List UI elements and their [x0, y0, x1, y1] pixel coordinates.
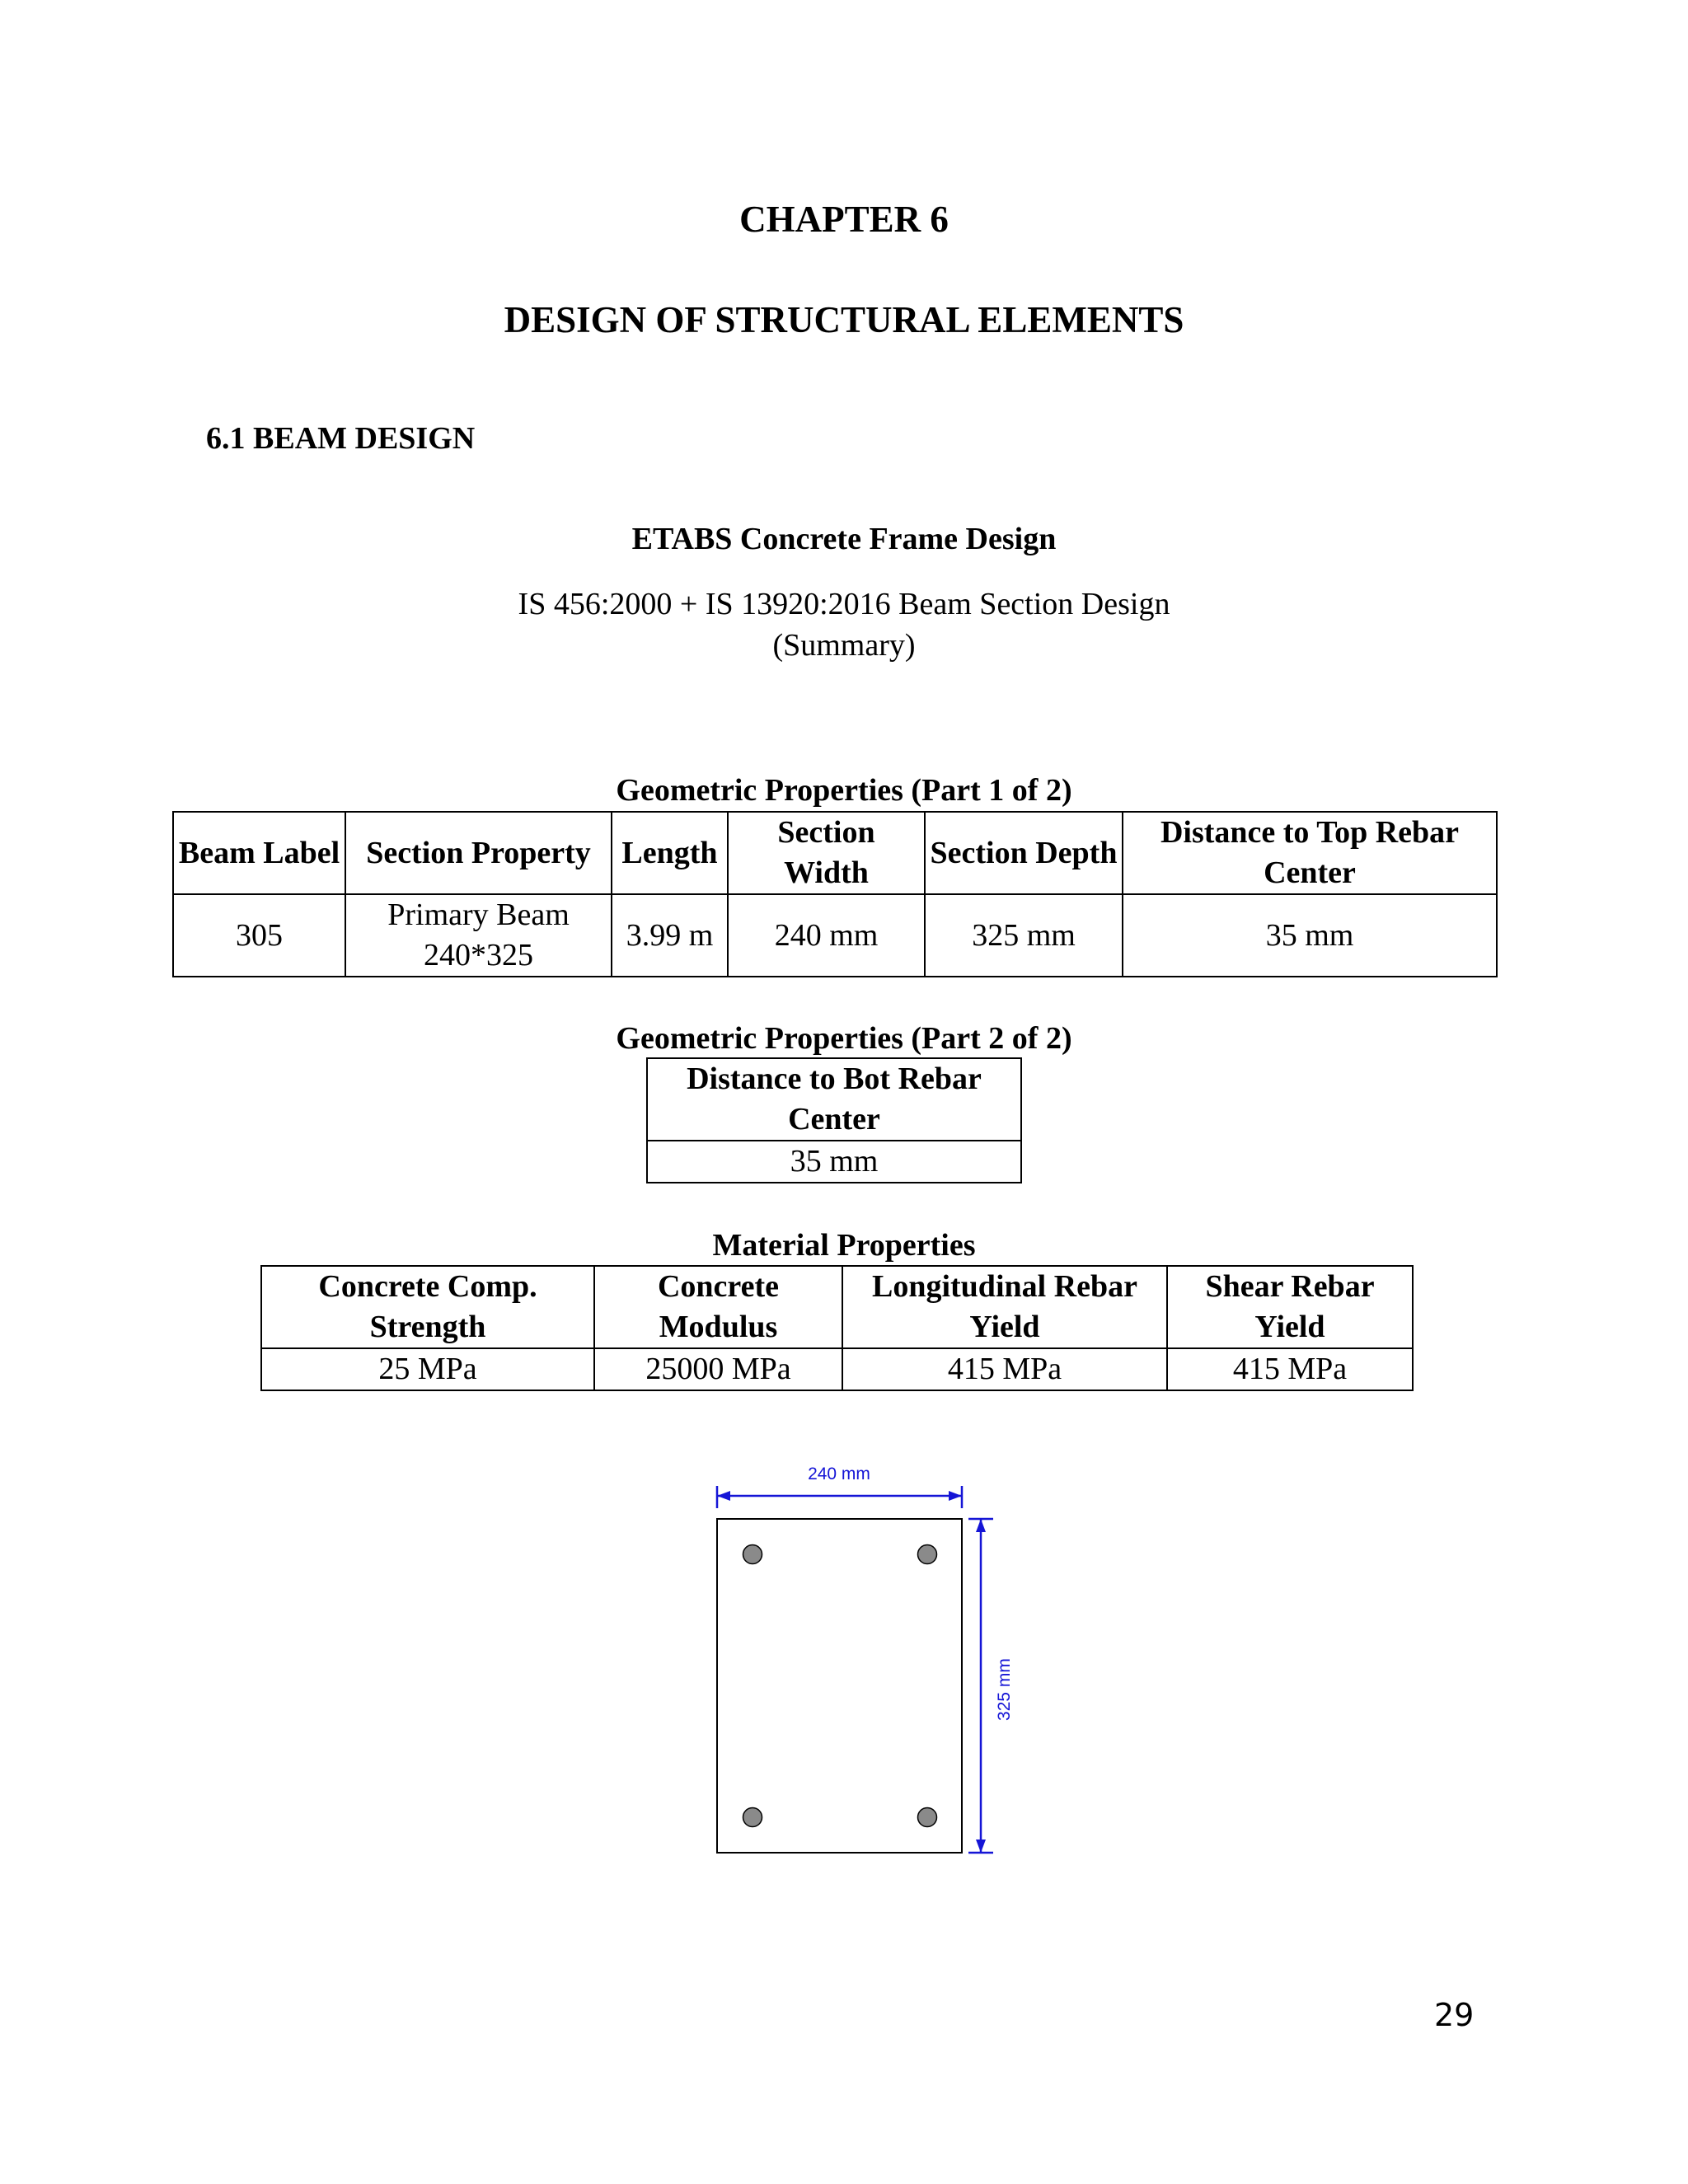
header-concrete-strength: Concrete Comp. Strength — [261, 1266, 594, 1348]
design-code-line: IS 456:2000 + IS 13920:2016 Beam Section Design — [518, 587, 1170, 621]
table-header-row — [647, 1058, 1021, 1141]
header-section-depth: Section Depth — [925, 812, 1123, 894]
beam-section-diagram — [701, 1451, 1014, 1863]
cell-beam-label: 305 — [173, 894, 345, 977]
table-header-row — [173, 812, 1497, 894]
material-properties-caption: Material Properties — [712, 1228, 976, 1263]
header-beam-label: Beam Label — [173, 812, 345, 894]
header-top-rebar: Distance to Top Rebar Center — [1123, 812, 1497, 894]
table-row — [261, 1348, 1413, 1390]
material-properties-table — [260, 1265, 1414, 1391]
width-dimension-label: 240 mm — [808, 1465, 870, 1483]
cell-section-width: 240 mm — [728, 894, 925, 977]
header-section-width: Section Width — [728, 812, 925, 894]
rebar-bottom-right — [918, 1808, 937, 1827]
cell-concrete-modulus: 25000 MPa — [594, 1348, 842, 1390]
cell-shear-rebar-yield: 415 MPa — [1167, 1348, 1413, 1390]
header-longitudinal-rebar-yield: Longitudinal Rebar Yield — [842, 1266, 1167, 1348]
header-length: Length — [612, 812, 728, 894]
design-summary-line: (Summary) — [772, 628, 916, 663]
header-section-property: Section Property — [345, 812, 612, 894]
header-concrete-modulus: Concrete Modulus — [594, 1266, 842, 1348]
etabs-title: ETABS Concrete Frame Design — [631, 522, 1057, 556]
page-number: 29 — [1434, 1997, 1475, 2033]
table-row — [173, 894, 1497, 977]
section-outline — [717, 1519, 962, 1853]
header-shear-rebar-yield: Shear Rebar Yield — [1167, 1266, 1413, 1348]
cell-section-depth: 325 mm — [925, 894, 1123, 977]
header-bot-rebar: Distance to Bot Rebar Center — [647, 1058, 1021, 1141]
chapter-title: DESIGN OF STRUCTURAL ELEMENTS — [504, 299, 1184, 340]
chapter-number: CHAPTER 6 — [739, 199, 949, 240]
table-header-row — [261, 1266, 1413, 1348]
geometric-properties-part2-caption: Geometric Properties (Part 2 of 2) — [616, 1021, 1072, 1056]
cell-length: 3.99 m — [612, 894, 728, 977]
rebar-top-left — [743, 1545, 762, 1564]
geometric-properties-part2-table — [646, 1057, 1022, 1183]
width-arrow-left — [717, 1491, 730, 1501]
geometric-properties-part1-caption: Geometric Properties (Part 1 of 2) — [616, 773, 1072, 808]
rebar-bottom-left — [743, 1808, 762, 1827]
depth-arrow-bottom — [976, 1840, 986, 1853]
cell-longitudinal-rebar-yield: 415 MPa — [842, 1348, 1167, 1390]
depth-arrow-top — [976, 1519, 986, 1532]
table-row — [647, 1141, 1021, 1183]
cell-section-property: Primary Beam 240*325 — [345, 894, 612, 977]
width-arrow-right — [949, 1491, 962, 1501]
rebar-top-right — [918, 1545, 937, 1564]
cell-top-rebar: 35 mm — [1123, 894, 1497, 977]
cell-bot-rebar: 35 mm — [647, 1141, 1021, 1183]
depth-dimension-label: 325 mm — [995, 1658, 1014, 1721]
cell-concrete-strength: 25 MPa — [261, 1348, 594, 1390]
section-heading: 6.1 BEAM DESIGN — [206, 421, 476, 456]
geometric-properties-part1-table — [172, 811, 1498, 977]
